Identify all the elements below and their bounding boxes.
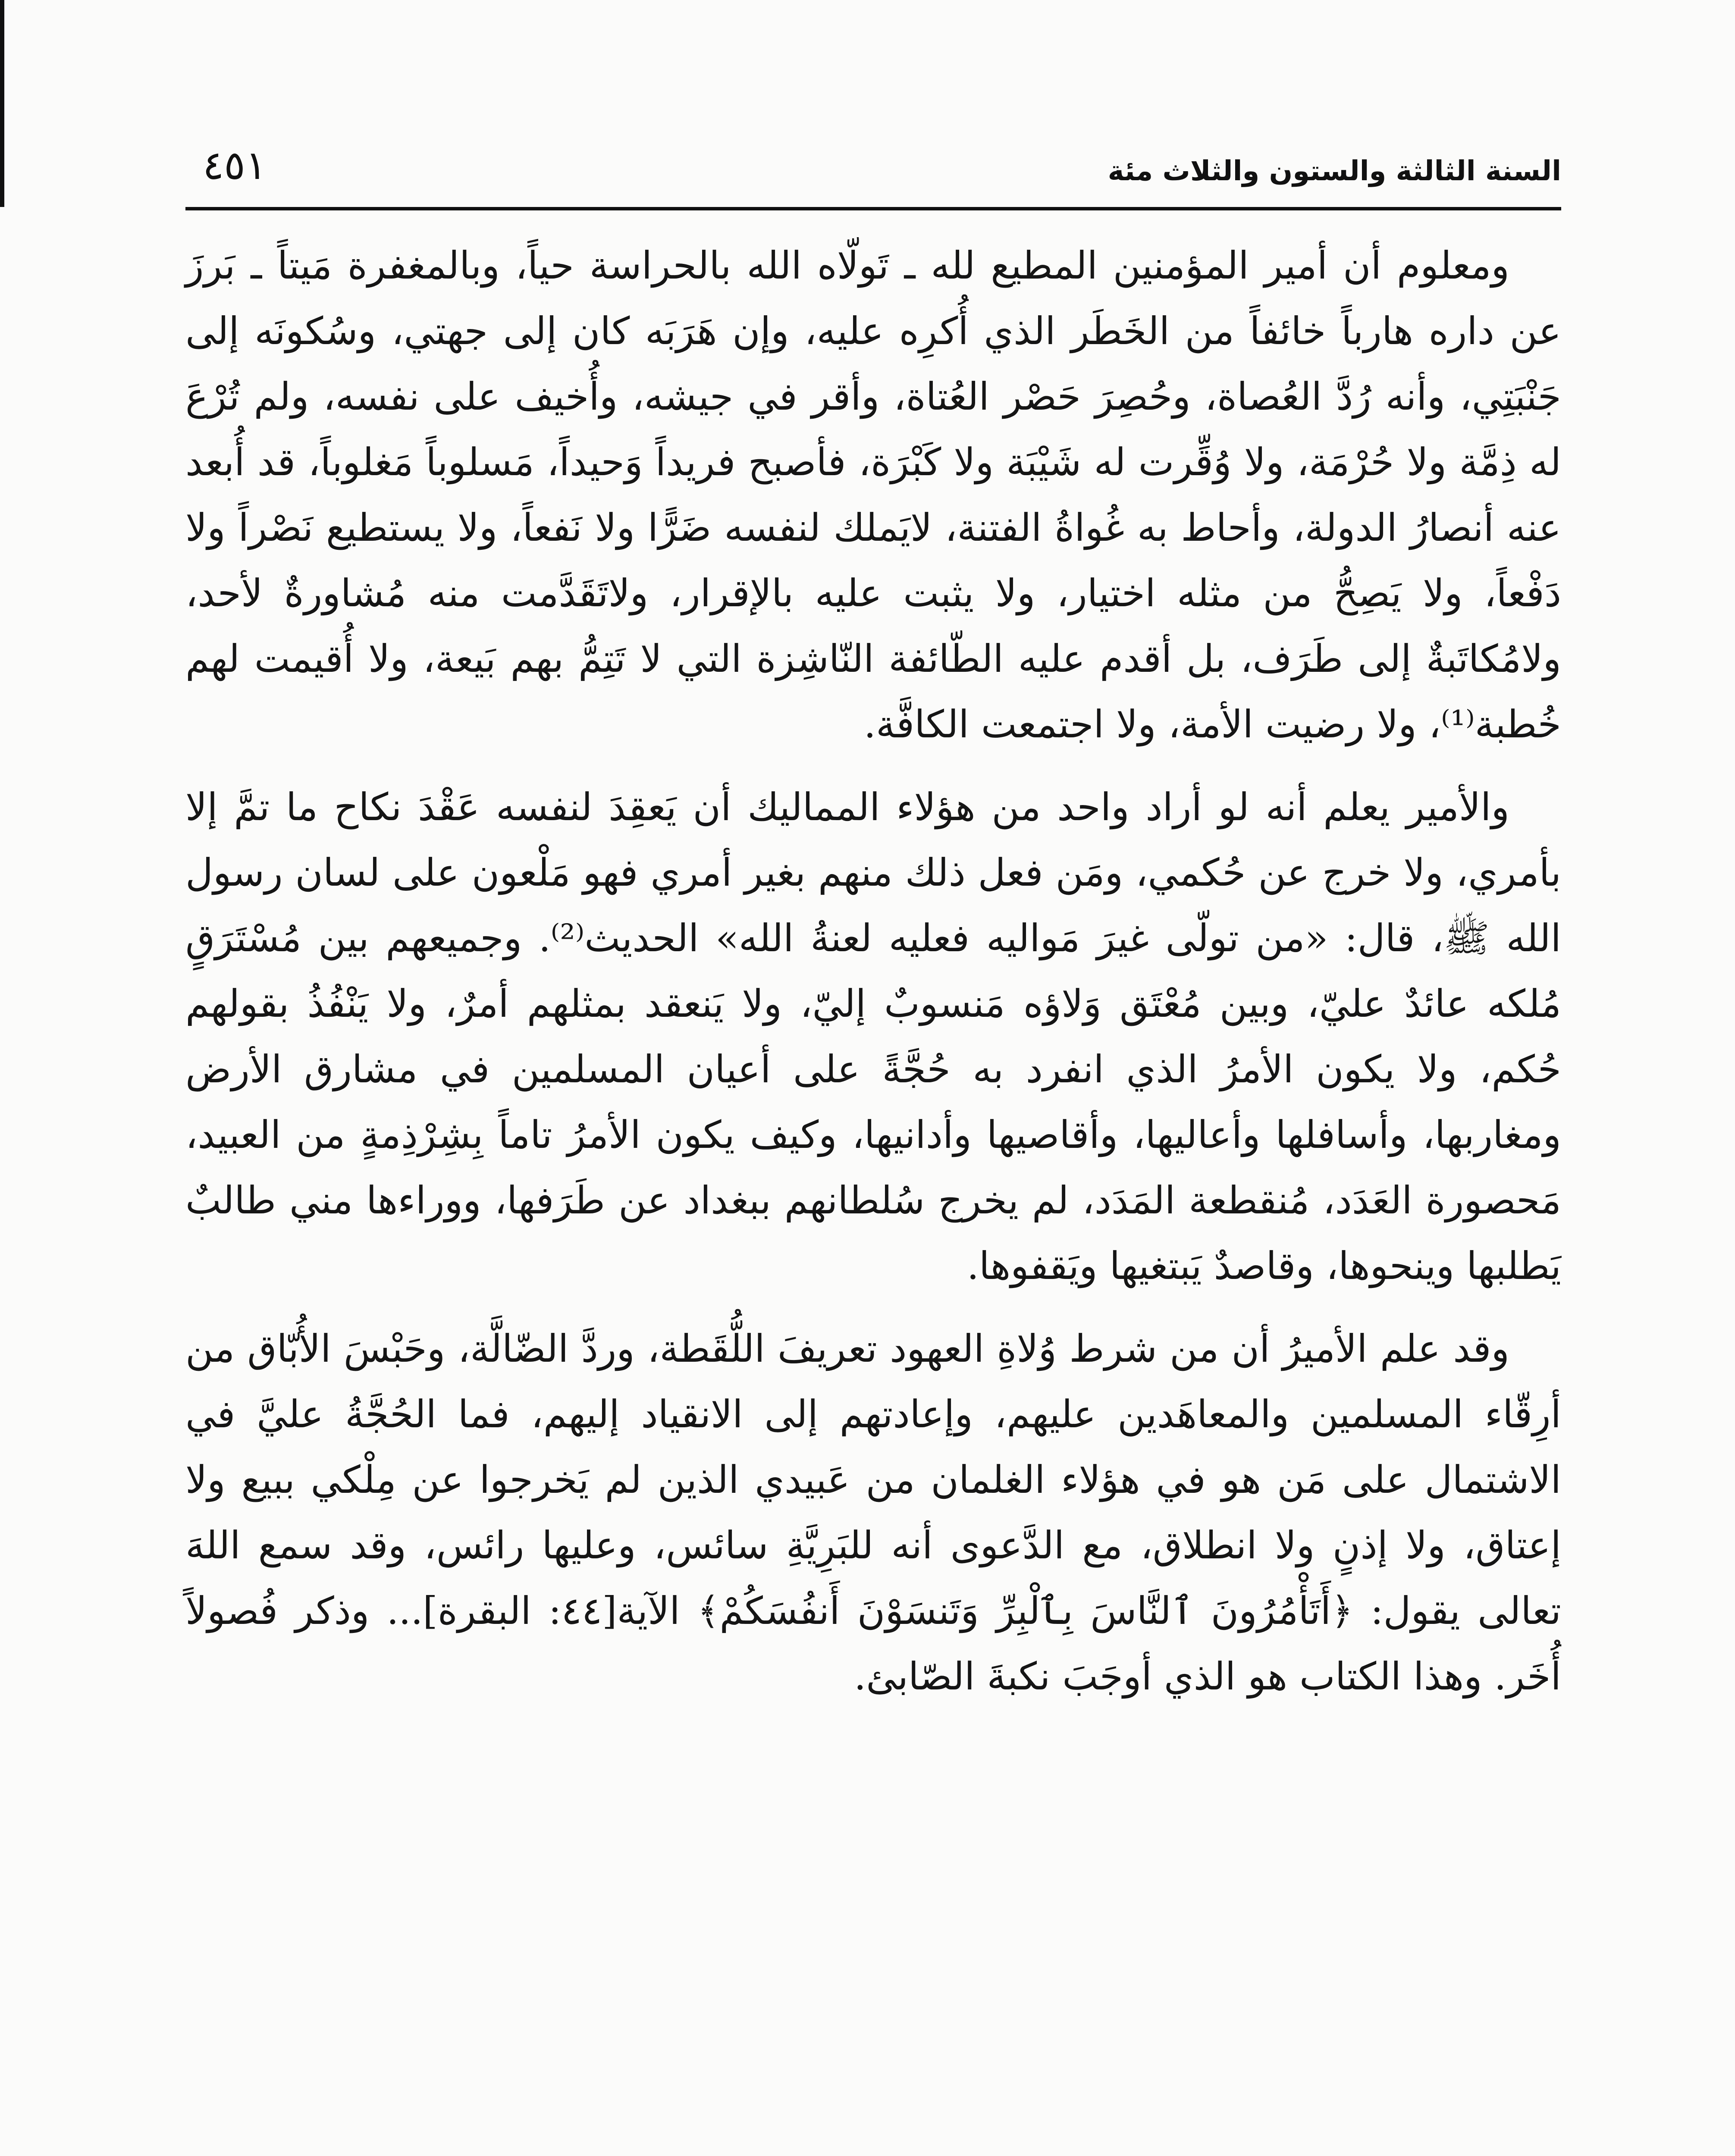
main-text <box>185 233 1561 1727</box>
header-divider <box>185 207 1561 210</box>
paragraph-1: ومعلوم أن أمير المؤمنين المطيع لله ـ تَولّاه الله بالحراسة حياً، وبالمغفرة مَيتاً ـ بَرزَ عن داره هارباً خائفاً من الخَطَر الذي أُكرِه عليه، وإن هَرَبَه كان إلى جهتي، وسُكونَه إلى جَنْبَتِي، وأنه رُدَّ العُصاة، وحُصِرَ حَصْر العُتاة، وأقر في جيشه، وأُخيف على نفسه، ولم تُرْعَ له ذِمَّة ولا حُرْمَة، ولا وُقِّرت له شَيْبَة ولا كَبْرَة، فأصبح فريداً وَحيداً، مَسلوباً مَغلوباً، قد أُبعد عنه أنصارُ الدولة، وأحاط به غُواةُ الفتنة، لايَملك لنفسه ضَرًّا ولا نَفعاً، ولا يستطيع نَصْراً ولا دَفْعاً، ولا يَصِحُّ من مثله اختيار، ولا يثبت عليه بالإقرار، ولاتَقَدَّمت منه مُشاورةٌ لأحد، ولامُكاتَبةٌ إلى طَرَف، بل أقدم عليه الطّائفة النّاشِزة التي لا تَتِمُّ بهم بَيعة، ولا أُقيمت لهم خُطبة⁽¹⁾، ولا رضيت الأمة، ولا اجتمعت الكافَّة. <box>185 243 1562 746</box>
page-number: ٤٥١ <box>203 142 267 188</box>
page-header <box>185 129 1561 216</box>
running-title: السنة الثالثة والستون والثلاث مئة <box>1108 155 1561 187</box>
paragraph-2: والأمير يعلم أنه لو أراد واحد من هؤلاء المماليك أن يَعقِدَ لنفسه عَقْدَ نكاح ما تمَّ إلا بأمري، ولا خرج عن حُكمي، ومَن فعل ذلك منهم بغير أمري فهو مَلْعون على لسان رسول الله ﷺ، قال: «من تولّى غيرَ مَواليه فعليه لعنةُ الله» الحديث⁽²⁾. وجميعهم بين مُسْتَرَقٍ مُلكه عائدٌ عليّ، وبين مُعْتَق وَلاؤه مَنسوبٌ إليّ، ولا يَنعقد بمثلهم أمرٌ، ولا يَنْفُذُ بقولهم حُكم، ولا يكون الأمرُ الذي انفرد به حُجَّةً على أعيان المسلمين في مشارق الأرض ومغاربها، وأسافلها وأعاليها، وأقاصيها وأدانيها، وكيف يكون الأمرُ تاماً بِشِرْذِمةٍ من العبيد، مَحصورة العَدَد، مُنقطعة المَدَد، لم يخرج سُلطانهم ببغداد عن طَرَفها، ووراءها مني طالبٌ يَطلبها وينحوها، وقاصدٌ يَبتغيها ويَقفوها. <box>185 785 1561 1288</box>
page-edge-shadow <box>0 0 4 207</box>
paragraph-3: وقد علم الأميرُ أن من شرط وُلاةِ العهود تعريفَ اللُّقَطة، وردَّ الضّالَّة، وحَبْسَ الأُبّاق من أرِقّاء المسلمين والمعاهَدين عليهم، وإعادتهم إلى الانقياد إليهم، فما الحُجَّةُ عليَّ في الاشتمال على مَن هو في هؤلاء الغلمان من عَبيدي الذين لم يَخرجوا عن مِلْكي ببيع ولا إعتاق، ولا إذنٍ ولا انطلاق، مع الدَّعوى أنه للبَرِيَّةِ سائس، وعليها رائس، وقد سمع اللهَ تعالى يقول: ﴿أَتَأْمُرُونَ ٱلنَّاسَ بِٱلْبِرِّ وَتَنسَوْنَ أَنفُسَكُمْ﴾ الآية[٤٤: البقرة]... وذكر فُصولاً أُخَر. وهذا الكتاب هو الذي أوجَبَ نكبةَ الصّابئ. <box>185 1326 1562 1698</box>
